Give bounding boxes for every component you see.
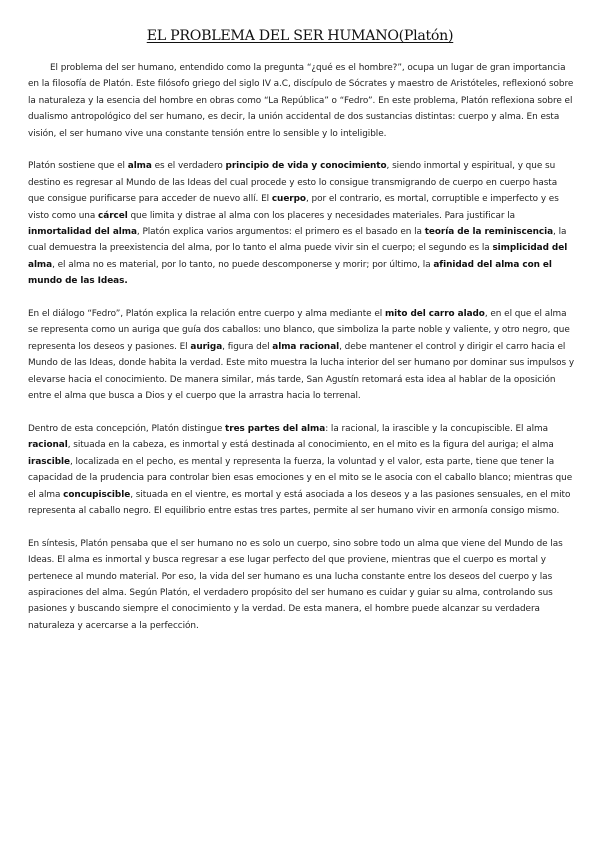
- bold-term: alma racional: [272, 341, 340, 352]
- paragraph-introduction: [28, 60, 576, 142]
- text-run: Dentro de esta concepción, Platón distingue: [28, 423, 226, 434]
- text-run: , el alma no es material, por lo tanto, no puede descomponerse y morir; por último, la: [52, 259, 434, 270]
- paragraph-alma-cuerpo: [28, 158, 576, 289]
- text-run: , figura del: [222, 341, 273, 352]
- text-run: , en el que el alma se representa como un auriga que guía dos caballos: uno blanco, que simboliza la parte noble y valiente, y otro negro, que representa los deseos y pasiones. El: [28, 309, 570, 352]
- bold-term: cárcel: [98, 210, 128, 221]
- bold-term: inmortalidad del alma: [28, 227, 137, 238]
- bold-term: simplicidad del alma: [28, 243, 568, 270]
- bold-term: principio de vida y conocimiento: [225, 161, 387, 172]
- document-title: EL PROBLEMA DEL SER HUMANO(Platón): [146, 28, 454, 44]
- bold-term: racional: [28, 440, 68, 451]
- text-run: que limita y distrae al alma con los placeres y necesidades materiales. Para justificar la: [127, 210, 516, 221]
- bold-term: mito del carro alado: [384, 309, 485, 320]
- text-run: , siendo inmortal y espiritual, y que su destino es regresar al Mundo de las Ideas del cual procede y esto lo consigue transmigrando de cuerpo en cuerpo hasta que consigue purificarse para acceder de nuevo allí. El: [28, 161, 558, 205]
- text-run: , situada en la cabeza, es inmortal y está destinada al conocimiento, en el mito es la figura del auriga; el alma: [67, 440, 554, 451]
- bold-term: tres partes del alma: [225, 423, 326, 434]
- text-run: En el diálogo “Fedro”, Platón explica la relación entre cuerpo y alma mediante el: [28, 309, 385, 320]
- bold-term: irascible: [28, 456, 70, 467]
- paragraph-mito-carro-alado: [28, 306, 576, 404]
- bold-term: auriga: [190, 341, 223, 352]
- text-run: El problema del ser humano, entendido como la pregunta “¿qué es el hombre?”, ocupa un lugar de gran importancia en la filosofía de Platón. Este filósofo griego del siglo IV a.C, discípulo de Sócrates y maestro de Aristóteles, reflexionó sobre la naturaleza y la esencia del hombre en obras como “La República” o “Fedro”. En este problema, Platón reflexiona sobre el dualismo antropológico del ser humano, es decir, la unión accidental de dos sustancias distintas: cuerpo y alma. En esta visión, el ser humano vive una constante tensión entre lo sensible y lo inteligible.: [28, 63, 574, 139]
- text-run: Platón sostiene que el: [28, 161, 128, 172]
- text-run: En síntesis, Platón pensaba que el ser humano no es solo un cuerpo, sino sobre todo un alma que viene del Mundo de las Ideas. El alma es inmortal y busca regresar a ese lugar perfecto del que proviene, mientras que el cuerpo es mortal y pertenece al mundo material. Por eso, la vida del ser humano es una lucha constante entre los deseos del cuerpo y las aspiraciones del alma. Según Platón, el verdadero propósito del ser humano es cuidar y guiar su alma, controlando sus pasiones y buscando siempre el conocimiento y la verdad. De esta manera, el hombre puede alcanzar su verdadera naturaleza y acercarse a la perfección.: [28, 538, 563, 631]
- text-run: , por el contrario, es mortal, corruptible e imperfecto y es visto como una: [28, 194, 559, 221]
- text-run: , la cual demuestra la preexistencia del alma, por lo tanto el alma puede vivir sin el cuerpo; el segundo es la: [28, 227, 567, 254]
- text-run: es el verdadero: [151, 161, 226, 172]
- text-run: , Platón explica varios argumentos: el primero es el basado en la: [136, 227, 425, 238]
- paragraph-partes-del-alma: [28, 421, 576, 519]
- bold-term: teoría de la reminiscencia: [424, 227, 554, 238]
- text-run: : la racional, la irascible y la concupiscible. El alma: [325, 423, 549, 434]
- bold-term: cuerpo: [271, 194, 306, 205]
- text-run: , situada en el vientre, es mortal y está asociada a los deseos y a las pasiones sensuales, en el mito representa al caballo negro. El equilibrio entre estas tres partes, permite al ser humano vivir en armonía consigo mismo.: [28, 489, 571, 516]
- bold-term: afinidad del alma con el mundo de las Ideas.: [28, 259, 552, 287]
- text-run: , debe mantener el control y dirigir el carro hacia el Mundo de las Ideas, donde habita la verdad. Este mito muestra la lucha interior del ser humano por dominar sus impulsos y elevarse hacia el conocimiento. De manera similar, más tarde, San Agustín retomará esta idea al hablar de la oposición entre el alma que busca a Dios y el cuerpo que la arrastra hacia lo terrenal.: [28, 341, 575, 402]
- document-body: [28, 60, 576, 651]
- paragraph-sintesis: [28, 536, 576, 634]
- text-run: , localizada en el pecho, es mental y representa la fuerza, la voluntad y el valor, esta parte, tiene que tener la capacidad de la prudencia para controlar bien esas emociones y en el mito se le asocia con el caballo blanco; mientras que el alma: [28, 456, 573, 500]
- bold-term: alma: [127, 161, 152, 172]
- bold-term: concupiscible: [63, 489, 131, 500]
